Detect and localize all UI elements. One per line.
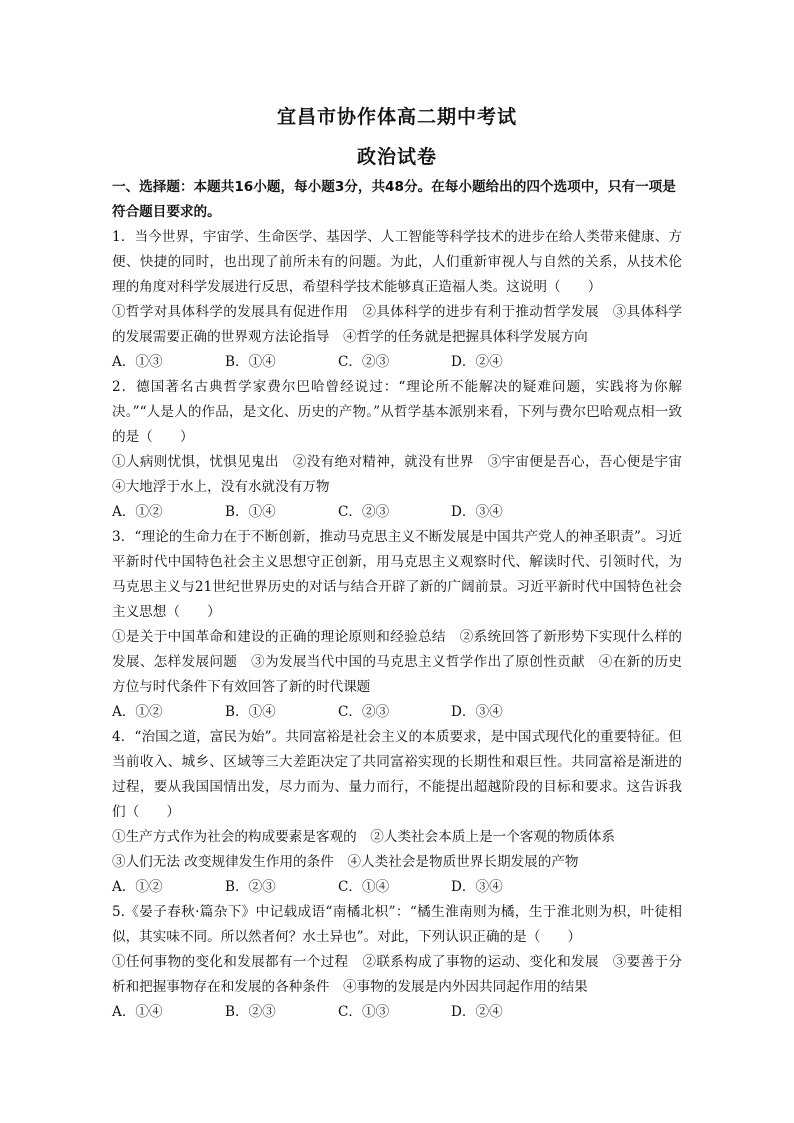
option-b[interactable]: B．①④ xyxy=(225,704,276,720)
question-stem: 5.《晏子春秋·篇杂下》中记载成语“南橘北枳”：“橘生淮南则为橘，生于淮北则为枳，叶徒相似，其实味不同。所以然者何？水土异也”。对此，下列认识正确的是（ ） xyxy=(112,904,682,945)
option-a[interactable]: A．①③ xyxy=(112,354,163,370)
option-c[interactable]: C．①③ xyxy=(338,1004,390,1020)
question-stem: 2．德国著名古典哲学家费尔巴哈曾经说过：“理论所不能解决的疑难问题，实践将为你解决。”“人是人的作品，是文化、历史的产物。”从哲学基本派别来看，下列与费尔巴哈观点相一致的是（ ） xyxy=(112,379,682,445)
option-d[interactable]: D．②④ xyxy=(451,1004,503,1020)
question-stem: 1．当今世界，宇宙学、生命医学、基因学、人工智能等科学技术的进步在给人类带来健康、方便、快捷的同时，也出现了前所未有的问题。为此，人们重新审视人与自然的关系，从技术伦理的角度对科学发展进行反思，希望科学技术能够真正造福人类。这说明（ ） xyxy=(112,229,682,295)
option-c[interactable]: C．②③ xyxy=(338,354,390,370)
question-statement-line: ③人们无法 改变规律发生作用的条件 ④人类社会是物质世界长期发展的产物 xyxy=(112,854,579,870)
question-statement-line: ①生产方式作为社会的构成要素是客观的 ②人类社会本质上是一个客观的物质体系 xyxy=(112,829,615,845)
option-b[interactable]: B．②③ xyxy=(225,1004,276,1020)
option-c[interactable]: C．②③ xyxy=(338,504,390,520)
option-d[interactable]: D．②④ xyxy=(451,354,503,370)
question-stem: 3．“理论的生命力在于不断创新，推动马克思主义不断发展是中国共产党人的神圣职责”。习近平新时代中国特色社会主义思想守正创新，用马克思主义观察时代、解读时代、引领时代，为马克思主义与21世纪世界历史的对话与结合开辟了新的广阔前景。习近平新时代中国特色社会主义思想（ ） xyxy=(112,529,682,620)
answer-options xyxy=(112,700,682,725)
question-stem: 4．“治国之道，富民为始”。共同富裕是社会主义的本质要求，是中国式现代化的重要特征。但当前收入、城乡、区域等三大差距决定了共同富裕实现的长期性和艰巨性。共同富裕是渐进的过程，要从我国国情出发，尽力而为、量力而行，不能提出超越阶段的目标和要求。这告诉我们（ ） xyxy=(112,729,682,820)
option-b[interactable]: B．②③ xyxy=(225,879,276,895)
option-a[interactable]: A．①② xyxy=(112,704,163,720)
option-c[interactable]: C．①④ xyxy=(338,879,390,895)
question-statements: ①哲学对具体科学的发展具有促进作用 ②具体科学的进步有利于推动哲学发展 ③具体科学的发展需要正确的世界观方法论指导 ④哲学的任务就是把握具体科学发展方向 xyxy=(112,304,682,345)
answer-options xyxy=(112,1000,682,1025)
answer-options xyxy=(112,875,682,900)
question-4 xyxy=(112,725,682,900)
option-c[interactable]: C．②③ xyxy=(338,704,390,720)
question-2 xyxy=(112,375,696,525)
option-a[interactable]: A．①④ xyxy=(112,1004,163,1020)
option-b[interactable]: B．①④ xyxy=(225,504,276,520)
option-b[interactable]: B．①④ xyxy=(225,354,276,370)
question-statements: ①人病则忧惧，忧惧见鬼出 ②没有绝对精神，就没有世界 ③宇宙便是吾心，吾心便是宇宙 ④大地浮于水上，没有水就没有万物 xyxy=(112,454,696,495)
question-5 xyxy=(112,900,682,1025)
answer-options xyxy=(112,500,682,525)
option-a[interactable]: A．①② xyxy=(112,879,163,895)
question-1 xyxy=(112,225,682,375)
option-a[interactable]: A．①② xyxy=(112,504,163,520)
question-statements: ①是关于中国革命和建设的正确的理论原则和经验总结 ②系统回答了新形势下实现什么样的发展、怎样发展问题 ③为发展当代中国的马克思主义哲学作出了原创性贡献 ④在新的历史方位与时代条件下有效回答了新的时代课题 xyxy=(112,629,682,695)
option-d[interactable]: D．③④ xyxy=(451,504,503,520)
question-statements: ①任何事物的变化和发展都有一个过程 ②联系构成了事物的运动、变化和发展 ③要善于分析和把握事物存在和发展的各种条件 ④事物的发展是内外因共同起作用的结果 xyxy=(112,954,682,995)
section-heading: 一、选择题：本题共16小题，每小题3分，共48分。在每小题给出的四个选项中，只有一项是符合题目要求的。 xyxy=(112,179,676,220)
option-d[interactable]: D．③④ xyxy=(451,704,503,720)
exam-title: 宜昌市协作体高二期中考试 xyxy=(276,106,517,128)
question-3 xyxy=(112,525,682,725)
option-d[interactable]: D．③④ xyxy=(451,879,503,895)
answer-options xyxy=(112,350,682,375)
exam-subtitle: 政治试卷 xyxy=(356,146,437,168)
